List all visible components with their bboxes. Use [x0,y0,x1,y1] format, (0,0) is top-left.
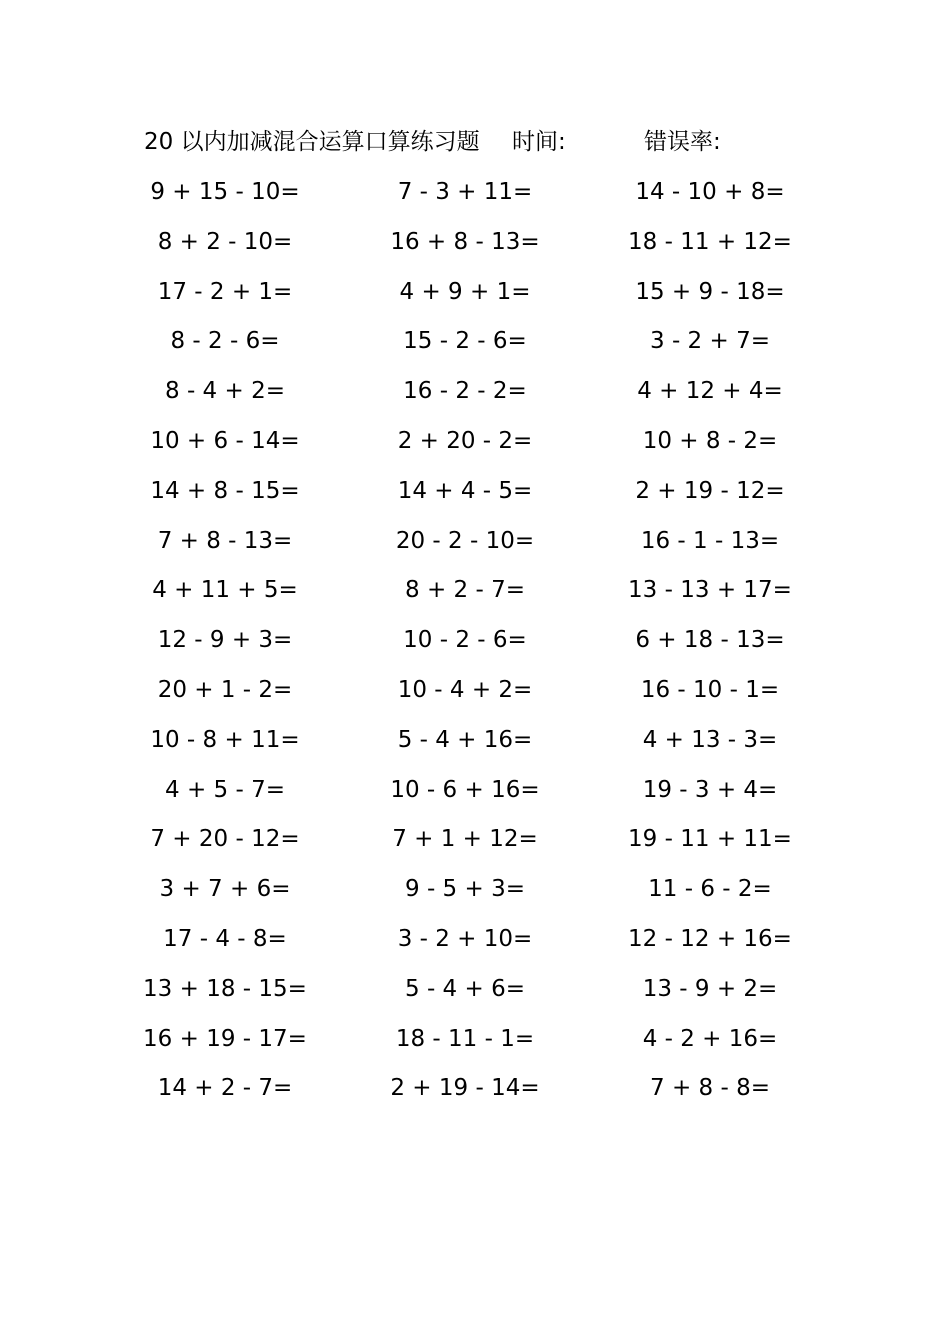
problem-row [130,272,820,322]
problem-row [130,670,820,720]
problem-item: 4 + 13 - 3= [642,726,778,753]
problem-item: 8 - 2 - 6= [170,328,280,355]
problem-item: 10 - 2 - 6= [403,627,527,654]
problem-item: 4 - 2 + 16= [642,1025,778,1052]
problem-row [130,720,820,770]
problem-item: 19 - 3 + 4= [642,776,778,803]
problem-grid [130,172,820,1118]
problem-item: 4 + 9 + 1= [399,278,531,305]
problem-row [130,919,820,969]
worksheet-header [144,124,844,160]
problem-item: 13 + 18 - 15= [143,975,307,1002]
problem-row [130,819,820,869]
problem-item: 13 - 9 + 2= [642,975,778,1002]
problem-item: 16 - 1 - 13= [640,527,780,554]
problem-row [130,321,820,371]
problem-row [130,1068,820,1118]
problem-item: 9 - 5 + 3= [405,876,525,903]
problem-item: 20 - 2 - 10= [395,527,535,554]
problem-item: 3 - 2 + 10= [397,925,533,952]
problem-item: 7 - 3 + 11= [397,179,533,205]
problem-row [130,570,820,620]
problem-row [130,521,820,571]
problem-item: 2 + 19 - 14= [390,1075,540,1102]
problem-row [130,969,820,1019]
problem-item: 11 - 6 - 2= [648,876,772,903]
problem-item: 20 + 1 - 2= [157,676,293,703]
problem-item: 18 - 11 + 12= [628,228,792,255]
problem-item: 4 + 12 + 4= [637,378,783,405]
problem-item: 14 + 8 - 15= [150,477,300,504]
problem-item: 14 + 4 - 5= [397,477,533,504]
problem-item: 10 - 6 + 16= [390,776,540,803]
problem-item: 18 - 11 - 1= [395,1025,535,1052]
problem-item: 5 - 4 + 6= [405,975,525,1002]
problem-row [130,371,820,421]
problem-item: 16 - 2 - 2= [403,378,527,405]
problem-item: 3 + 7 + 6= [159,876,291,903]
problem-item: 16 - 10 - 1= [640,676,780,703]
problem-item: 4 + 5 - 7= [165,776,285,803]
problem-item: 7 + 1 + 12= [392,826,538,853]
problem-item: 5 - 4 + 16= [397,726,533,753]
problem-item: 7 + 8 - 13= [157,527,293,554]
problem-row [130,421,820,471]
problem-item: 10 - 8 + 11= [150,726,300,753]
problem-row [130,869,820,919]
problem-item: 15 + 9 - 18= [635,278,785,305]
problem-item: 12 - 9 + 3= [157,627,293,654]
error-rate-label: 错误率: [644,129,721,155]
problem-item: 15 - 2 - 6= [403,328,527,355]
time-label: 时间: [512,129,566,155]
problem-item: 16 + 8 - 13= [390,228,540,255]
problem-item: 2 + 19 - 12= [635,477,785,504]
problem-item: 7 + 20 - 12= [150,826,300,853]
problem-item: 14 - 10 + 8= [635,179,785,205]
problem-row [130,770,820,820]
problem-item: 10 + 6 - 14= [150,427,300,454]
problem-item: 8 - 4 + 2= [165,378,285,405]
problem-item: 17 - 2 + 1= [157,278,293,305]
problem-item: 8 + 2 - 10= [157,228,293,255]
problem-item: 17 - 4 - 8= [163,925,287,952]
problem-item: 13 - 13 + 17= [628,577,792,604]
problem-item: 7 + 8 - 8= [650,1075,770,1102]
problem-item: 8 + 2 - 7= [405,577,525,604]
problem-row [130,471,820,521]
problem-item: 3 - 2 + 7= [650,328,770,355]
problem-item: 2 + 20 - 2= [397,427,533,454]
problem-row [130,172,820,222]
problem-item: 14 + 2 - 7= [157,1075,293,1102]
worksheet-title: 20 以内加减混合运算口算练习题 [144,129,480,155]
problem-item: 6 + 18 - 13= [635,627,785,654]
problem-item: 12 - 12 + 16= [628,925,792,952]
problem-item: 10 + 8 - 2= [642,427,778,454]
problem-item: 4 + 11 + 5= [152,577,298,604]
problem-row [130,620,820,670]
problem-item: 19 - 11 + 11= [628,826,792,853]
problem-row [130,1019,820,1069]
problem-item: 9 + 15 - 10= [150,179,300,205]
problem-item: 10 - 4 + 2= [397,676,533,703]
problem-item: 16 + 19 - 17= [143,1025,307,1052]
problem-row [130,222,820,272]
